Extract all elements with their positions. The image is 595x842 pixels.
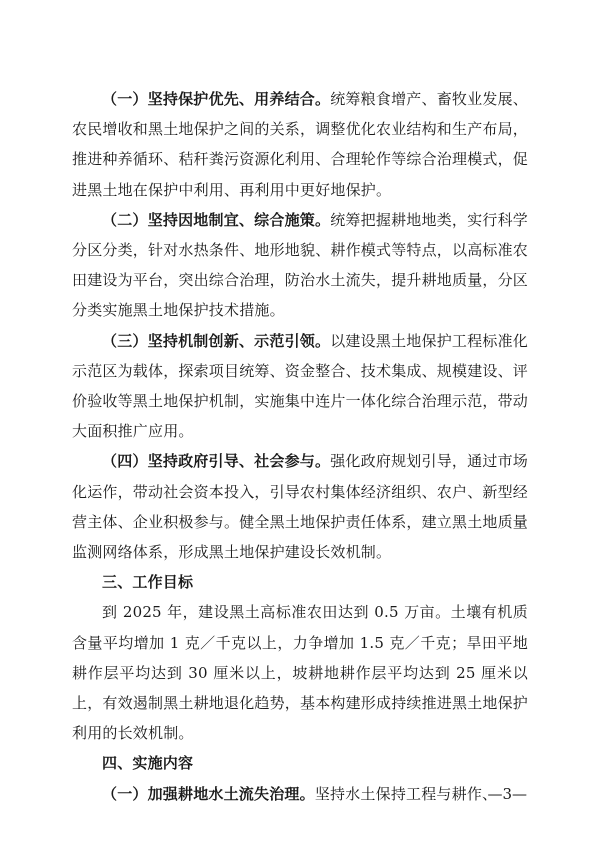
principle-1-text: 统筹粮食增产、畜牧业发展、农民增收和黑土地保护之间的关系，调整优化农业结构和生产布局，推进种养循环、秸秆粪污资源化利用、合理轮作等综合治理模式，促进黑土地在保护中利用、再利用中更好地保护。	[72, 90, 529, 199]
principle-2-heading: （二）坚持因地制宜、综合施策。	[102, 210, 331, 229]
principle-4-heading: （四）坚持政府引导、社会参与。	[102, 452, 331, 471]
section-4-heading: 四、实施内容	[102, 754, 194, 773]
section-4-item-1-heading: （一）加强耕地水土流失治理。	[102, 784, 315, 803]
principle-paragraph-3	[72, 326, 528, 447]
document-body	[72, 84, 528, 809]
section-3-paragraph: 到 2025 年，建设黑土高标准农田达到 0.5 万亩。土壤有机质含量平均增加 1 克／千克以上，力争增加 1.5 克／千克；旱田平地耕作层平均达到 30 厘米以上，坡耕地耕作层平均达到 25 厘米以上，有效遏制黑土耕地退化趋势，基本构建形成持续推进黑土地保护利用的长效机制。	[72, 603, 529, 743]
principle-paragraph-1	[72, 84, 528, 205]
principle-paragraph-4	[72, 446, 528, 567]
principle-paragraph-2	[72, 205, 528, 326]
principle-2-text: 统筹把握耕地地类，实行科学分区分类，针对水热条件、地形地貌、耕作模式等特点，以高标准农田建设为平台，突出综合治理，防治水土流失，提升耕地质量，分区分类实施黑土地保护技术措施。	[72, 210, 529, 320]
principle-1-heading: （一）坚持保护优先、用养结合。	[102, 90, 331, 108]
principle-3-heading: （三）坚持机制创新、示范引领。	[102, 331, 331, 350]
principle-3-text: 以建设黑土地保护工程标准化示范区为载体，探索项目统筹、资金整合、技术集成、规模建设、评价验收等黑土地保护机制，实施集中连片一体化综合治理示范，带动大面积推广应用。	[72, 331, 529, 441]
section-4-item-1-text: 坚持水土保持工程与耕作、	[314, 784, 498, 803]
section-3-heading: 三、工作目标	[102, 573, 194, 592]
principle-4-text: 强化政府规划引导，通过市场化运作，带动社会资本投入，引导农村集体经济组织、农户、新型经营主体、企业积极参与。健全黑土地保护责任体系，建立黑土地质量监测网络体系，形成黑土地保护建设长效机制。	[72, 452, 529, 562]
section-4-paragraph-1	[72, 779, 528, 809]
page-number: —3—	[487, 785, 527, 803]
